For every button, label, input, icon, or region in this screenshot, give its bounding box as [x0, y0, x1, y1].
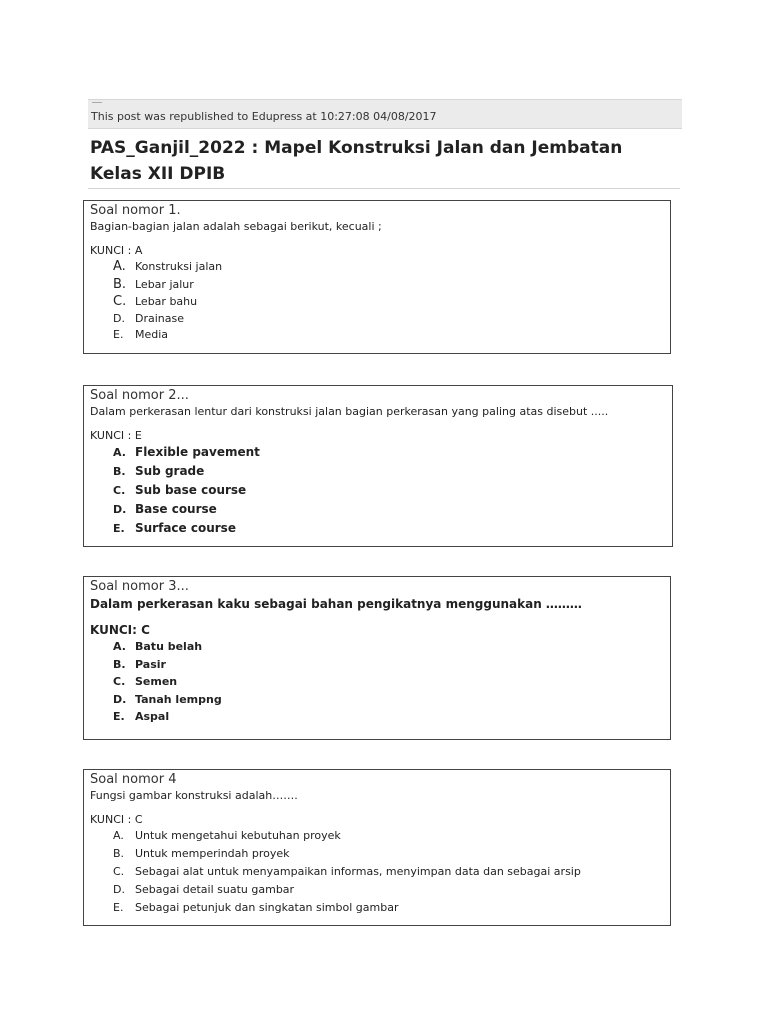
option-letter: C. — [113, 294, 127, 309]
option-text: Sebagai petunjuk dan singkatan simbol gambar — [135, 901, 399, 914]
option-a — [90, 827, 664, 845]
option-text: Drainase — [135, 311, 185, 325]
option-a — [90, 638, 664, 656]
option-text: Aspal — [135, 710, 170, 723]
question-heading: Soal nomor 4 — [90, 772, 177, 787]
answer-options — [90, 827, 664, 917]
question-heading: Soal nomor 1. — [90, 203, 181, 218]
option-text: Sub grade — [135, 464, 205, 478]
option-text: Pasir — [135, 657, 166, 671]
option-letter: E. — [113, 522, 125, 535]
option-letter: E. — [113, 901, 124, 914]
answer-options — [90, 638, 664, 726]
option-e — [90, 519, 666, 538]
answer-key: KUNCI: C — [90, 623, 150, 637]
option-e — [90, 899, 664, 917]
option-letter: A. — [113, 259, 126, 274]
option-letter: C. — [113, 484, 126, 497]
option-text: Sub base course — [135, 483, 247, 497]
republish-notice-bar — [88, 99, 682, 129]
option-text: Surface course — [135, 521, 236, 535]
option-letter: C. — [113, 865, 125, 878]
option-b — [90, 845, 664, 863]
option-text: Media — [135, 327, 169, 341]
option-d — [90, 500, 666, 519]
option-letter: B. — [113, 657, 126, 671]
question-box-3 — [83, 576, 671, 740]
option-text: Semen — [135, 675, 178, 688]
option-letter: B. — [113, 276, 127, 292]
answer-options — [90, 258, 664, 343]
option-a — [90, 443, 666, 462]
option-text: Untuk memperindah proyek — [135, 847, 290, 860]
question-heading: Soal nomor 2... — [90, 388, 189, 403]
option-a — [90, 258, 664, 276]
option-c — [90, 481, 666, 500]
notice-divider — [92, 102, 102, 103]
option-letter: D. — [113, 883, 125, 896]
question-text: Fungsi gambar konstruksi adalah……. — [90, 789, 298, 802]
question-text: Dalam perkerasan kaku sebagai bahan pengikatnya menggunakan ……… — [90, 597, 582, 611]
option-text: Sebagai alat untuk menyampaikan informas, menyimpan data dan sebagai arsip — [135, 865, 581, 878]
option-letter: E. — [113, 710, 125, 723]
option-text: Base course — [135, 502, 217, 516]
option-e — [90, 708, 664, 726]
option-text: Lebar jalur — [135, 277, 194, 291]
question-box-1 — [83, 200, 671, 354]
question-box-4 — [83, 769, 671, 926]
option-letter: D. — [113, 692, 127, 706]
option-d — [90, 881, 664, 899]
option-letter: B. — [113, 465, 126, 478]
option-letter: A. — [113, 446, 126, 459]
question-text: Bagian-bagian jalan adalah sebagai berikut, kecuali ; — [90, 220, 382, 233]
answer-options — [90, 443, 666, 538]
option-e — [90, 327, 664, 343]
option-letter: C. — [113, 675, 126, 688]
option-letter: D. — [113, 311, 125, 325]
option-text: Tanah lempng — [135, 692, 222, 706]
option-text: Flexible pavement — [135, 445, 260, 459]
answer-key: KUNCI : C — [90, 813, 143, 826]
option-text: Untuk mengetahui kebutuhan proyek — [135, 829, 341, 842]
option-letter: E. — [113, 327, 124, 341]
option-d — [90, 691, 664, 709]
option-c — [90, 293, 664, 311]
question-text: Dalam perkerasan lentur dari konstruksi jalan bagian perkerasan yang paling atas disebut ..... — [90, 405, 609, 418]
option-text: Lebar bahu — [135, 295, 198, 308]
option-text: Konstruksi jalan — [135, 260, 223, 273]
answer-key: KUNCI : E — [90, 429, 142, 442]
option-letter: A. — [113, 640, 126, 653]
option-text: Batu belah — [135, 640, 203, 653]
option-c — [90, 673, 664, 691]
option-letter: D. — [113, 503, 127, 516]
option-b — [90, 276, 664, 294]
option-c — [90, 863, 664, 881]
option-b — [90, 656, 664, 674]
question-heading: Soal nomor 3... — [90, 579, 189, 594]
option-b — [90, 462, 666, 481]
republish-notice: This post was republished to Edupress at 10:27:08 04/08/2017 — [91, 110, 437, 123]
page-title: PAS_Ganjil_2022 : Mapel Konstruksi Jalan dan Jembatan Kelas XII DPIB — [90, 138, 623, 184]
option-d — [90, 311, 664, 327]
title-divider — [88, 188, 680, 189]
question-box-2 — [83, 385, 673, 547]
option-letter: A. — [113, 829, 124, 842]
option-text: Sebagai detail suatu gambar — [135, 883, 295, 896]
option-letter: B. — [113, 847, 125, 860]
answer-key: KUNCI : A — [90, 244, 143, 257]
